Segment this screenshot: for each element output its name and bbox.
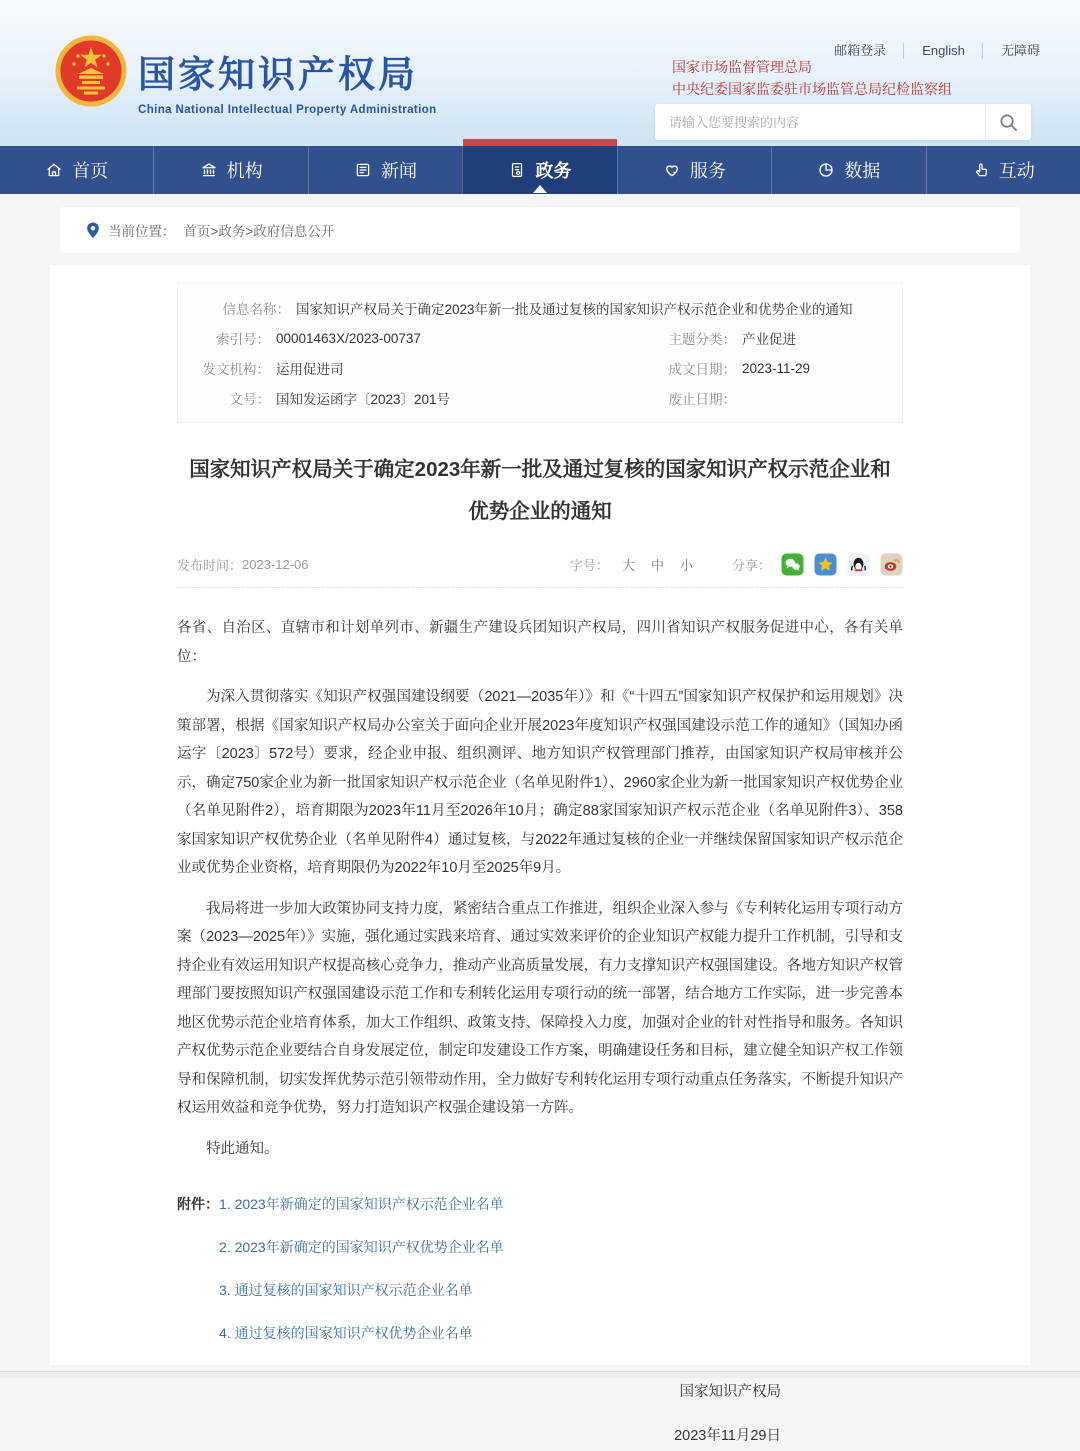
attachment-link-2[interactable]: 2. 2023年新确定的国家知识产权优势企业名单 — [219, 1239, 504, 1255]
english-link[interactable]: English — [922, 43, 965, 58]
national-emblem-logo — [54, 34, 128, 108]
article-body — [177, 614, 903, 1163]
font-size-large-button[interactable]: 大 — [621, 558, 635, 573]
search-icon — [999, 113, 1018, 132]
nav-item-label: 政务 — [535, 161, 572, 181]
document-info-table — [177, 283, 903, 423]
nav-item-government-affairs[interactable] — [462, 146, 616, 194]
nav-item-label: 服务 — [689, 161, 726, 181]
brand-block — [138, 44, 437, 116]
news-icon — [354, 161, 372, 179]
doc-number-label: 文号： — [229, 392, 270, 407]
nav-item-news[interactable] — [308, 146, 462, 194]
mail-login-link[interactable]: 邮箱登录 — [834, 43, 887, 58]
topic-value: 产业促进 — [742, 332, 796, 347]
search-box — [655, 104, 1031, 140]
nav-item-home[interactable] — [0, 146, 153, 194]
bank-icon — [200, 161, 218, 179]
heart-service-icon — [663, 161, 681, 179]
publish-time-label: 发布时间： — [177, 558, 243, 573]
site-header — [0, 0, 1080, 146]
attachment-link-1[interactable]: 1. 2023年新确定的国家知识产权示范企业名单 — [219, 1196, 504, 1212]
document-icon — [508, 161, 526, 179]
discipline-inspection-link[interactable]: 中央纪委国家监委驻市场监管总局纪检监察组 — [672, 81, 952, 97]
font-size-small-button[interactable]: 小 — [679, 558, 693, 573]
attachments-block — [177, 1191, 903, 1363]
active-tab-stripe — [463, 139, 616, 146]
qzone-icon[interactable] — [814, 553, 837, 576]
table-row — [178, 293, 902, 323]
table-row — [178, 323, 902, 353]
wechat-icon[interactable] — [781, 553, 804, 576]
paragraph-closing: 特此通知。 — [206, 1140, 279, 1157]
nav-item-label: 数据 — [844, 161, 881, 181]
site-title: 国家知识产权局 — [138, 54, 418, 95]
attachments-label: 附件： — [177, 1196, 219, 1212]
paragraph-addressees: 各省、自治区、直辖市和计划单列市、新疆生产建设兵团知识产权局，四川省知识产权服务促进中心，各有关单位： — [177, 620, 903, 665]
attachment-link-3[interactable]: 3. 通过复核的国家知识产权示范企业名单 — [219, 1282, 473, 1298]
accessibility-link[interactable]: 无障碍 — [1000, 43, 1040, 58]
signature-organization: 国家知识产权局 — [679, 1384, 781, 1400]
signature-date: 2023年11月29日 — [674, 1428, 781, 1444]
pie-chart-icon — [817, 161, 835, 179]
attachment-link-4[interactable]: 4. 通过复核的国家知识产权优势企业名单 — [219, 1325, 473, 1341]
location-pin-icon — [86, 222, 100, 239]
divider: │ — [978, 43, 987, 58]
written-date-value: 2023-11-29 — [742, 360, 811, 376]
divider: │ — [900, 43, 909, 58]
font-size-medium-button[interactable]: 中 — [650, 558, 664, 573]
qq-icon[interactable] — [847, 553, 870, 576]
info-name-value: 国家知识产权局关于确定2023年新一批及通过复核的国家知识产权示范企业和优势企业的通知 — [296, 302, 853, 317]
divider — [177, 587, 903, 588]
breadcrumb-path[interactable]: 首页>政务>政府信息公开 — [183, 224, 335, 239]
related-agency-links — [672, 56, 952, 100]
page-title: 国家知识产权局关于确定2023年新一批及通过复核的国家知识产权示范企业和优势企业的通知 — [189, 458, 891, 523]
active-tab-pointer — [533, 185, 547, 193]
issuing-agency-label: 发文机构： — [202, 362, 270, 377]
table-row — [178, 383, 902, 413]
paragraph-requirements: 我局将进一步加大政策协同支持力度，紧密结合重点工作推进，组织企业深入参与《专利转化运用专项行动方案（2023—2025年）》实施，强化通过实践来培育、通过实效来评价的企业知识产权能力提升工作机制，引导和支持企业有效运用知识产权提高核心竞争力，推动产业高质量发展，有力支撑知识产权强国建设。各地方知识产权管理部门要按照知识产权强国建设示范工作和专利转化运用专项行动的统一部署，结合地方工作实际，进一步完善本地区优势示范企业培育体系，加大工作组织、政策支持、保障投入力度，加强对企业的针对性指导和服务。各知识产权优势示范企业要结合自身发展定位，制定印发建设工作方案，明确建设任务和目标，建立健全知识产权工作领导和保障机制，切实发挥优势示范引领带动作用，全力做好专利转化运用专项行动重点任务落实，不断提升知识产权运用效益和竞争优势，努力打造知识产权强企建设第一方阵。 — [177, 900, 903, 1116]
nav-item-services[interactable] — [617, 146, 771, 194]
search-button[interactable] — [985, 104, 1031, 140]
nav-item-interaction[interactable] — [926, 146, 1080, 194]
written-date-label: 成文日期： — [668, 362, 736, 377]
signature-block — [177, 1377, 903, 1451]
table-row — [178, 353, 902, 383]
nav-item-label: 首页 — [72, 161, 109, 181]
nav-item-label: 机构 — [226, 161, 263, 181]
index-no-value: 00001463X/2023-00737 — [276, 330, 421, 346]
paragraph-decision: 为深入贯彻落实《知识产权强国建设纲要（2021—2035年）》和《“十四五”国家知识产权保护和运用规划》决策部署，根据《国家知识产权局办公室关于面向企业开展2023年度知识产权强国建设示范工作的通知》（国知办函运字〔2023〕572号）要求，经企业申报、组织测评、地方知识产权管理部门推荐，由国家知识产权局审核并公示，确定750家企业为新一批国家知识产权示范企业（名单见附件1）、2960家企业为新一批国家知识产权优势企业（名单见附件2），培育期限为2023年11月至2026年10月；确定88家国家知识产权示范企业（名单见附件3）、358家国家知识产权优势企业（名单见附件4）通过复核，与2022年通过复核的企业一并继续保留国家知识产权示范企业或优势企业资格，培育期限仍为2022年10月至2025年9月。 — [177, 689, 903, 876]
repeal-date-label: 废止日期： — [668, 392, 736, 407]
site-subtitle: China National Intellectual Property Administration — [138, 104, 437, 116]
home-icon — [45, 161, 63, 179]
breadcrumb — [60, 207, 1020, 253]
footer-edge — [0, 1371, 1080, 1378]
index-no-label: 索引号： — [216, 332, 270, 347]
share-label: 分享： — [731, 558, 771, 573]
doc-number-value: 国知发运函字〔2023〕201号 — [276, 392, 451, 407]
topic-label: 主题分类： — [668, 332, 736, 347]
search-input[interactable] — [655, 115, 985, 130]
samr-link[interactable]: 国家市场监督管理总局 — [672, 59, 812, 75]
nav-item-data[interactable] — [771, 146, 925, 194]
publish-time-value: 2023-12-06 — [242, 557, 309, 572]
nav-item-organization[interactable] — [153, 146, 307, 194]
hand-icon — [972, 161, 990, 179]
issuing-agency-value: 运用促进司 — [276, 362, 344, 377]
nav-item-label: 互动 — [998, 161, 1035, 181]
article-meta-row — [177, 553, 903, 576]
info-name-label: 信息名称： — [222, 302, 290, 317]
nav-item-label: 新闻 — [381, 161, 418, 181]
article-panel — [50, 265, 1030, 1444]
main-nav — [0, 146, 1080, 194]
font-size-label: 字号： — [569, 558, 609, 573]
weibo-icon[interactable] — [880, 553, 903, 576]
breadcrumb-label: 当前位置： — [108, 224, 176, 239]
